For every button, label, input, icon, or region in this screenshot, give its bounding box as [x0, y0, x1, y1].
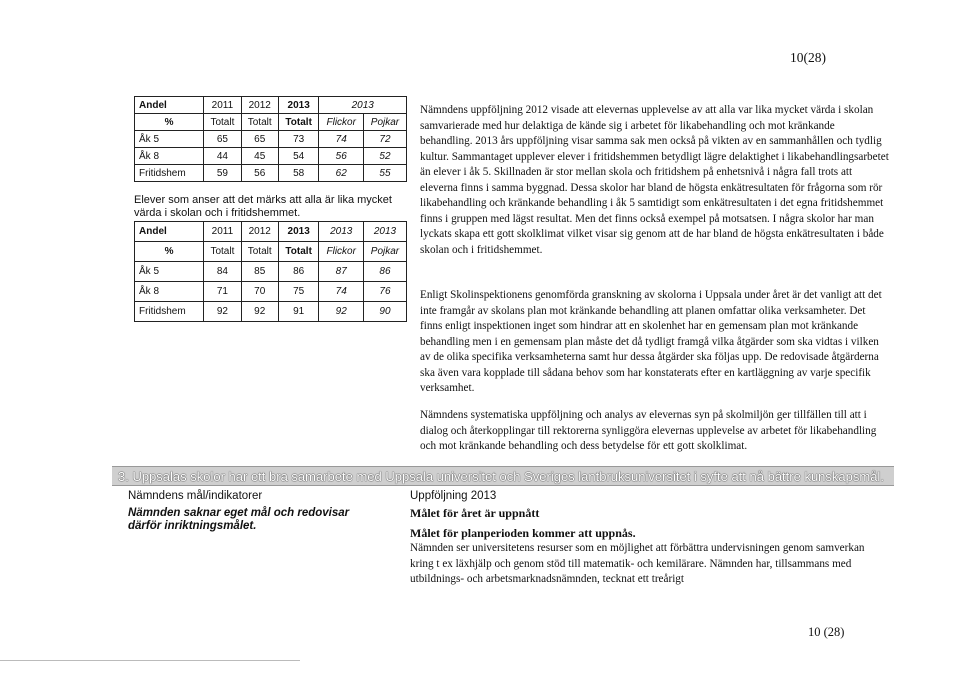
- table-cell: Totalt: [204, 114, 241, 131]
- table-cell: 70: [241, 282, 278, 302]
- table-cell: Flickor: [319, 242, 363, 262]
- paragraph-systematisk-uppfoljning: Nämndens systematiska uppföljning och analys av elevernas syn på skolmiljön ger tillfällen till att i dialog och återkopplingar till rektorerna synliggöra elevernas upplevelse av arbetet för likabehandling och mot kränkande behandling och dess betydelse för ett gott skolklimat.: [420, 409, 877, 452]
- table-cell: %: [135, 242, 204, 262]
- table-cell: 45: [241, 148, 278, 165]
- table-row: [135, 302, 407, 322]
- table-cell: Pojkar: [363, 242, 406, 262]
- table-row: [135, 165, 407, 182]
- table-cell: 2013: [278, 97, 319, 114]
- table-cell: 91: [278, 302, 319, 322]
- table-cell: Andel: [135, 97, 204, 114]
- table-cell: 92: [204, 302, 241, 322]
- table-cell: Totalt: [241, 114, 278, 131]
- table-row: [135, 262, 407, 282]
- table-cell: 2013: [278, 222, 319, 242]
- table-cell: 2013: [363, 222, 406, 242]
- table-cell: 2011: [204, 222, 241, 242]
- table-cell: 58: [278, 165, 319, 182]
- table-cell: 75: [278, 282, 319, 302]
- table-cell: 59: [204, 165, 241, 182]
- table-cell: Åk 8: [135, 282, 204, 302]
- table-cell: Totalt: [278, 242, 319, 262]
- table-header-row: [135, 114, 407, 131]
- divider: [0, 660, 300, 661]
- table-cell: 2013: [319, 97, 407, 114]
- table-cell: 71: [204, 282, 241, 302]
- table-cell: Flickor: [319, 114, 363, 131]
- table-row: [135, 131, 407, 148]
- page-number-bottom: 10 (28): [808, 625, 845, 639]
- table-header-row: [135, 242, 407, 262]
- paragraph-skolinspektionen: Enligt Skolinspektionens genomförda granskning av skolorna i Uppsala under året är det vanligt att det inte framgår av skolans plan mot kränkande behandling att planen omfattar olika verksamheter. Det finns enligt inspektionen inget som hindrar att en skolenhet har en gemensam plan mot kränkande behandling men i en gemensam plan måste det då tydligt framgå vilka åtgärder som ska vidtas i vilken av de olika specifika verksamheterna samt hur dessa åtgärder ska följas upp. De redovisade åtgärderna ska även vara kopplade till sådana behov som har konstaterats efter en kartläggning av varje specifik verksamhet.: [420, 289, 882, 394]
- table-cell: 92: [319, 302, 363, 322]
- table-cell: 84: [204, 262, 241, 282]
- table-header-row: [135, 97, 407, 114]
- table-cell: 54: [278, 148, 319, 165]
- table-cell: Totalt: [278, 114, 319, 131]
- table-cell: 2013: [319, 222, 363, 242]
- table-cell: 52: [363, 148, 406, 165]
- table-cell: Åk 5: [135, 262, 204, 282]
- table-cell: 44: [204, 148, 241, 165]
- table-header-row: [135, 222, 407, 242]
- table-caption: Elever som anser att det märks att alla är lika mycket värda i skolan och i fritidshemmet.: [134, 194, 392, 219]
- table-cell: 90: [363, 302, 406, 322]
- table-cell: 74: [319, 282, 363, 302]
- table-cell: 56: [241, 165, 278, 182]
- table-row: [135, 148, 407, 165]
- table-cell: 55: [363, 165, 406, 182]
- table-cell: 2012: [241, 222, 278, 242]
- table-cell: Fritidshem: [135, 165, 204, 182]
- table-cell: 87: [319, 262, 363, 282]
- table-cell: 74: [319, 131, 363, 148]
- table-cell: 62: [319, 165, 363, 182]
- table-cell: 86: [278, 262, 319, 282]
- table-cell: 2012: [241, 97, 278, 114]
- goal-indicators-heading: Nämndens mål/indikatorer: [128, 490, 263, 502]
- table-cell: Andel: [135, 222, 204, 242]
- table-cell: 72: [363, 131, 406, 148]
- followup-heading: Uppföljning 2013: [410, 490, 497, 502]
- table-cell: 92: [241, 302, 278, 322]
- table-row: [135, 282, 407, 302]
- table-cell: Fritidshem: [135, 302, 204, 322]
- table-cell: Totalt: [241, 242, 278, 262]
- table-cell: 2011: [204, 97, 241, 114]
- table-cell: Åk 8: [135, 148, 204, 165]
- table-cell: Totalt: [204, 242, 241, 262]
- goal-status-period: Målet för planperioden kommer att uppnås.: [410, 526, 636, 540]
- table-cell: 86: [363, 262, 406, 282]
- table-cell: Åk 5: [135, 131, 204, 148]
- paragraph-universitet-samverkan: Nämnden ser universitetens resurser som en möjlighet att förbättra undervisningen genom samverkan kring t ex läxhjälp och genom stöd till matematik- och kemilärare. Nämnden har, tillsammans med utbildnings- och arbetsmarknadsnämnden, tecknat ett treårigt: [410, 542, 865, 585]
- table-cell: 56: [319, 148, 363, 165]
- table-cell: 85: [241, 262, 278, 282]
- page-number-top: 10(28): [790, 50, 826, 65]
- goal-status-year: Målet för året är uppnått: [410, 506, 540, 520]
- table-lika-mycket-varda: [134, 221, 407, 322]
- goal-banner: 3. Uppsalas skolor har ett bra samarbete med Uppsala universitet och Sveriges lantbruksuniversitet i syfte att nå bättre kunskapsmål.: [112, 466, 894, 486]
- table-cell: %: [135, 114, 204, 131]
- table-cell: 65: [241, 131, 278, 148]
- table-cell: 65: [204, 131, 241, 148]
- table-uppfoljning-delaktighet: [134, 96, 407, 182]
- table-cell: 76: [363, 282, 406, 302]
- goal-indicators-note: Nämnden saknar eget mål och redovisar därför inriktningsmålet.: [128, 507, 350, 532]
- table-cell: Pojkar: [363, 114, 406, 131]
- paragraph-uppfoljning-2012: Nämndens uppföljning 2012 visade att elevernas upplevelse av att alla var lika mycket värda i skolan samvarierade med hur delaktiga de kände sig i arbetet för likabehandling och mot kränkande behandling. 2013 års uppföljning visar samma sak men också på vikten av en sammanhållen och tydlig kultur. Sammantaget upplever elever i fritidshemmen betydligt lägre delaktighet i likabehandlingsarbetet än elever i åk 5. Skillnaden är stor mellan skola och fritidshem på enhetsnivå i några fall trots att eleverna finns i samma byggnad. Dessa skolor har bland de högsta enkätresultaten för frågorna som rör likabehandling och kränkande behandling i åk 5 samtidigt som enkätresultaten i det egna fritidshemmet finns i gruppen med lägst resultat. Men det finns också exempel på motsatsen. I några skolor har man lyckats skapa ett gott skolklimat vilket visar sig genom att de har bland de högsta enkätresultaten i både skolan och i fritidshemmet.: [420, 104, 889, 256]
- table-cell: 73: [278, 131, 319, 148]
